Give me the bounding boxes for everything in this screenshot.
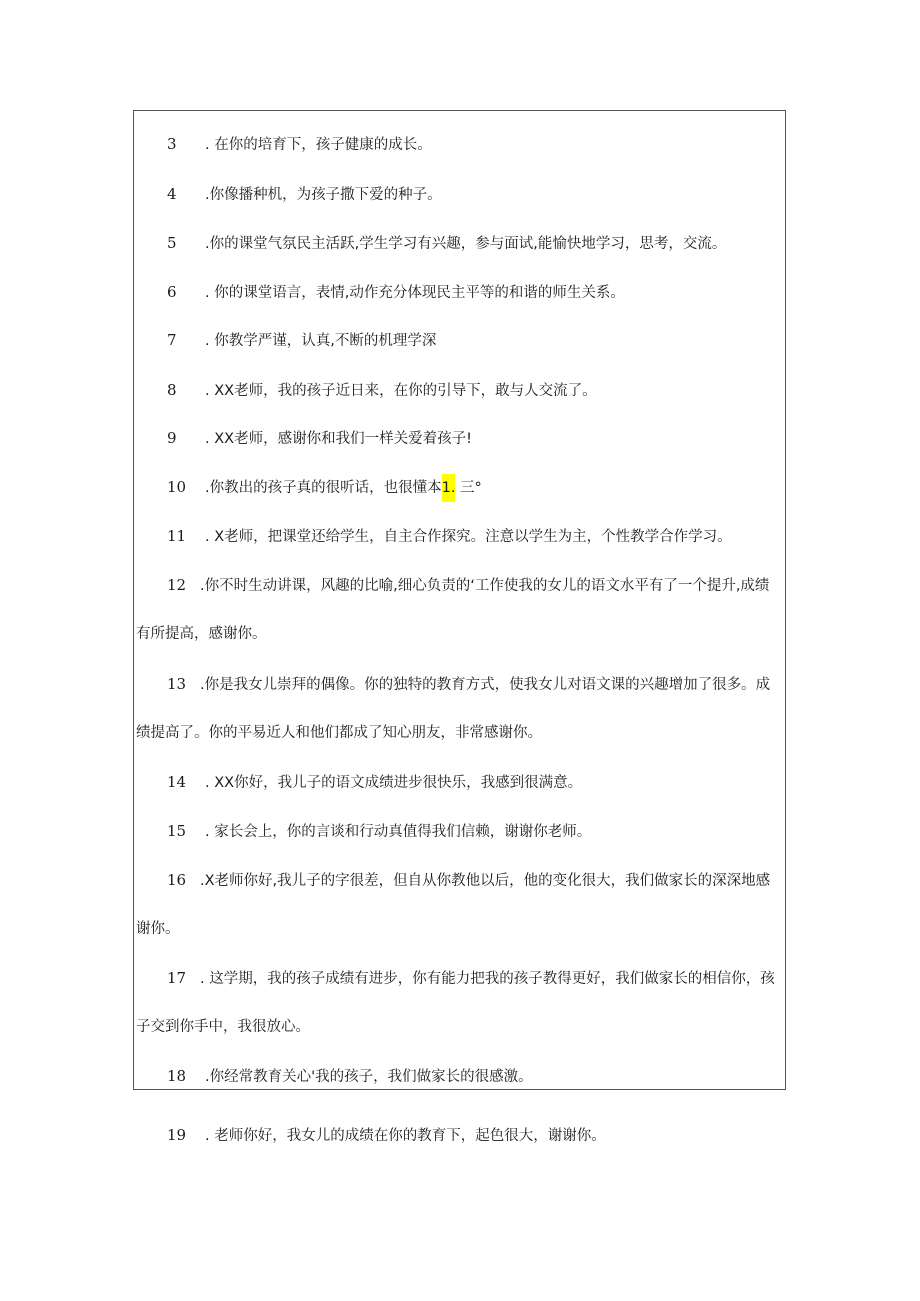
item-number: 10	[167, 478, 187, 496]
item-text: . XX你好，我儿子的语文成绩进步很快乐，我感到很满意。	[205, 775, 583, 791]
list-item	[167, 282, 625, 303]
list-item	[167, 233, 726, 254]
page-frame	[133, 110, 786, 1090]
item-text: .X老师你好,我儿子的字很差，但自从你教他以后，他的变化很大，我们做家长的深深地感	[200, 873, 771, 889]
list-item	[167, 526, 732, 547]
item-number: 19	[167, 1126, 187, 1144]
item-text: . XX老师，感谢你和我们一样关爱着孩子!	[205, 431, 472, 447]
list-item-continuation: 有所提高，感谢你。	[136, 626, 267, 642]
item-number: 11	[167, 527, 187, 545]
item-text: . 这学期，我的孩子成绩有进步，你有能力把我的孩子教得更好，我们做家长的相信你，孩	[200, 971, 775, 987]
list-item	[167, 380, 597, 401]
item-text: .你是我女儿崇拜的偶像。你的独特的教育方式，使我女儿对语文课的兴趣增加了很多。成	[200, 677, 771, 693]
list-item	[167, 575, 769, 596]
item-number: 16	[167, 871, 187, 889]
item-text: .你教出的孩子真的很听话，也很懂本	[205, 480, 442, 496]
item-text: . 老师你好，我女儿的成绩在你的教育下，起色很大，谢谢你。	[205, 1128, 606, 1144]
item-text: . 在你的培育下，孩子健康的成长。	[205, 137, 432, 153]
highlighted-text: 1.	[442, 474, 456, 502]
item-number: 18	[167, 1067, 187, 1085]
item-text: .你不时生动讲课，风趣的比喻,细心负责的‘工作使我的女儿的语文水平有了一个提升,成绩	[200, 578, 770, 594]
list-item	[167, 1066, 533, 1087]
item-number: 5	[167, 234, 177, 252]
item-number: 12	[167, 576, 187, 594]
list-item	[167, 772, 582, 793]
item-number: 4	[167, 185, 177, 203]
list-item	[167, 184, 442, 205]
list-item-continuation: 绩提高了。你的平易近人和他们都成了知心朋友，非常感谢你。	[136, 725, 542, 741]
item-number: 14	[167, 773, 187, 791]
item-number: 13	[167, 675, 187, 693]
item-tail-text: 三°	[455, 480, 482, 496]
list-item	[167, 428, 472, 449]
item-text: . X老师，把课堂还给学生，自主合作探究。注意以学生为主，个性教学合作学习。	[205, 529, 732, 545]
item-number: 15	[167, 822, 187, 840]
list-item	[167, 870, 770, 891]
item-text: . 家长会上，你的言谈和行动真值得我们信赖，谢谢你老师。	[205, 824, 592, 840]
list-item	[167, 821, 591, 842]
list-item-continuation: 子交到你手中，我很放心。	[136, 1019, 310, 1035]
item-text: .你像播种机，为孩子撒下爱的种子。	[205, 187, 442, 203]
item-text: . XX老师，我的孩子近日来，在你的引导下，敢与人交流了。	[205, 383, 597, 399]
list-item	[167, 477, 482, 502]
list-item	[167, 330, 436, 351]
item-text: .你经常教育关心'我的孩子，我们做家长的很感激。	[205, 1069, 533, 1085]
item-text: . 你的课堂语言，表情,动作充分体现民主平等的和谐的师生关系。	[205, 285, 625, 301]
list-item	[167, 674, 770, 695]
item-number: 17	[167, 969, 187, 987]
item-number: 9	[167, 429, 177, 447]
list-item	[167, 134, 432, 155]
item-number: 8	[167, 381, 177, 399]
item-text: .你的课堂气氛民主活跃,学生学习有兴趣，参与面试,能愉快地学习，思考，交流。	[205, 236, 727, 252]
list-item	[167, 1125, 606, 1146]
item-text: . 你教学严谨，认真,不断的机理学深	[205, 333, 437, 349]
list-item-continuation: 谢你。	[136, 921, 180, 937]
item-number: 7	[167, 331, 177, 349]
list-item	[167, 968, 775, 989]
item-number: 6	[167, 283, 177, 301]
item-number: 3	[167, 135, 177, 153]
